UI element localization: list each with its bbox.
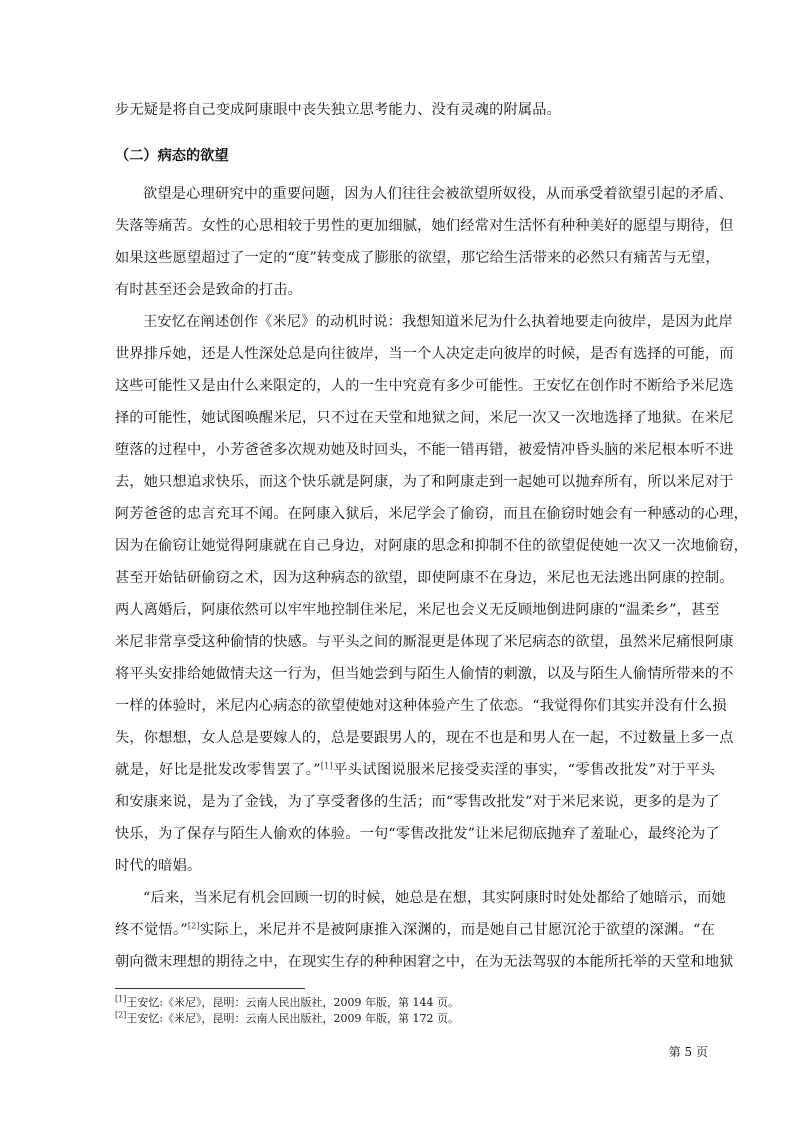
paragraph-line: 因为在偷窃让她觉得阿康就在自己身边，对阿康的思念和抑制不住的欲望促使她一次又一次地偷窃，: [115, 538, 749, 554]
paragraph-line: 米尼非常享受这种偷情的快感。与平头之间的厮混更是体现了米尼病态的欲望，虽然米尼痛恨阿康: [115, 634, 734, 650]
paragraph-line: 两人离婚后，阿康依然可以牢牢地控制住米尼，米尼也会义无反顾地倒进阿康的“温柔乡”，甚至: [115, 602, 720, 618]
paragraph-line: 一样的体验时，米尼内心病态的欲望使她对这种体验产生了依恋。“我觉得你们其实并没有什么损: [115, 698, 727, 714]
paragraph-line: 这些可能性又是由什么来限定的，人的一生中究竟有多少可能性。王安忆在创作时不断给予米尼选: [115, 378, 734, 394]
paragraph-line: 甚至开始钻研偷窃之术，因为这种病态的欲望，即使阿康不在身边，米尼也无法逃出阿康的控制。: [115, 570, 734, 586]
paragraph-line: 欲望是心理研究中的重要问题，因为人们往往会被欲望所奴役，从而承受着欲望引起的矛盾、: [143, 186, 733, 202]
page-number: 第 5 页: [668, 1045, 708, 1059]
line-segment: 实际上，米尼并不是被阿康推入深渊的，而是她自己甘愿沉沦于欲望的深渊。“在: [199, 922, 715, 938]
paragraph-line: 世界排斥她，还是人性深处总是向往彼岸，当一个人决定走向彼岸的时候，是否有选择的可能，而: [115, 346, 734, 362]
paragraph-line: [115, 760, 715, 780]
paragraph-line: 步无疑是将自己变成阿康眼中丧失独立思考能力、没有灵魂的附属品。: [115, 102, 562, 118]
footnote-text: 王安忆:《米尼》，昆明：云南人民出版社，2009 年版，第 172 页。: [126, 1012, 460, 1025]
paragraph-line: 去，她只想追求快乐，而这个快乐就是阿康，为了和阿康走到一起她可以抛弃所有，所以米尼对于: [115, 474, 734, 490]
footnote-text: 王安忆:《米尼》，昆明：云南人民出版社，2009 年版，第 144 页。: [126, 996, 460, 1009]
paragraph-line: 失，你想想，女人总是要嫁人的，总是要跟男人的，现在不也是和男人在一起，不过数量上多一点: [115, 730, 734, 746]
line-segment: 平头试图说服米尼接受卖淫的事实，“零售改批发”对于平头: [332, 762, 715, 778]
paragraph-line: 堕落的过程中，小芳爸爸多次规劝她及时回头，不能一错再错，被爱情冲昏头脑的米尼根本听不进: [115, 442, 734, 458]
paragraph-line: “后来，当米尼有机会回顾一切的时候，她总是在想，其实阿康时时处处都给了她暗示，而她: [143, 890, 726, 906]
paragraph-line: [115, 920, 715, 940]
paragraph-line: 快乐，为了保存与陌生人偷欢的体验。一句“零售改批发”让米尼彻底抛弃了羞耻心，最终沦为了: [115, 826, 720, 842]
footnote-ref[interactable]: [2]: [187, 921, 200, 931]
paragraph-line: 将平头安排给她做情夫这一行为，但当她尝到与陌生人偷情的刺激，以及与陌生人偷情所带来的不: [115, 666, 734, 682]
footnote-mark: [1]: [115, 994, 127, 1004]
paragraph-line: 择的可能性，她试图唤醒米尼，只不过在天堂和地狱之间，米尼一次又一次地选择了地狱。在米尼: [115, 410, 734, 426]
footnote-2: [115, 1012, 459, 1026]
paragraph-line: 朝向微末理想的期待之中，在现实生存的种种困窘之中，在为无法驾驭的本能所托举的天堂和地狱: [115, 954, 734, 970]
line-segment: 终不觉悟。”: [115, 922, 188, 938]
paragraph-line: 如果这些愿望超过了一定的“度”转变成了膨胀的欲望，那它给生活带来的必然只有痛苦与无望，: [115, 250, 720, 266]
paragraph-line: 和安康来说，是为了金钱，为了享受奢侈的生活；而“零售改批发”对于米尼来说，更多的是为了: [115, 794, 720, 810]
footnote-divider: [115, 988, 305, 989]
paragraph-line: 失落等痛苦。女性的心思相较于男性的更加细腻，她们经常对生活怀有种种美好的愿望与期待，但: [115, 218, 734, 234]
line-segment: 就是，好比是批发改零售罢了。”: [115, 762, 321, 778]
footnote-ref[interactable]: [1]: [320, 761, 333, 771]
footnote-mark: [2]: [115, 1010, 127, 1020]
paragraph-line: 时代的暗娼。: [115, 858, 202, 874]
paragraph-line: 阿芳爸爸的忠言充耳不闻。在阿康入狱后，米尼学会了偷窃，而且在偷窃时她会有一种感动的心理，: [115, 506, 749, 522]
footnote-1: [115, 996, 459, 1010]
paragraph-line: 王安忆在阐述创作《米尼》的动机时说：我想知道米尼为什么执着地要走向彼岸，是因为此岸: [143, 314, 733, 330]
section-heading: （二）病态的欲望: [115, 148, 229, 164]
paragraph-line: 有时甚至还会是致命的打击。: [115, 282, 303, 298]
